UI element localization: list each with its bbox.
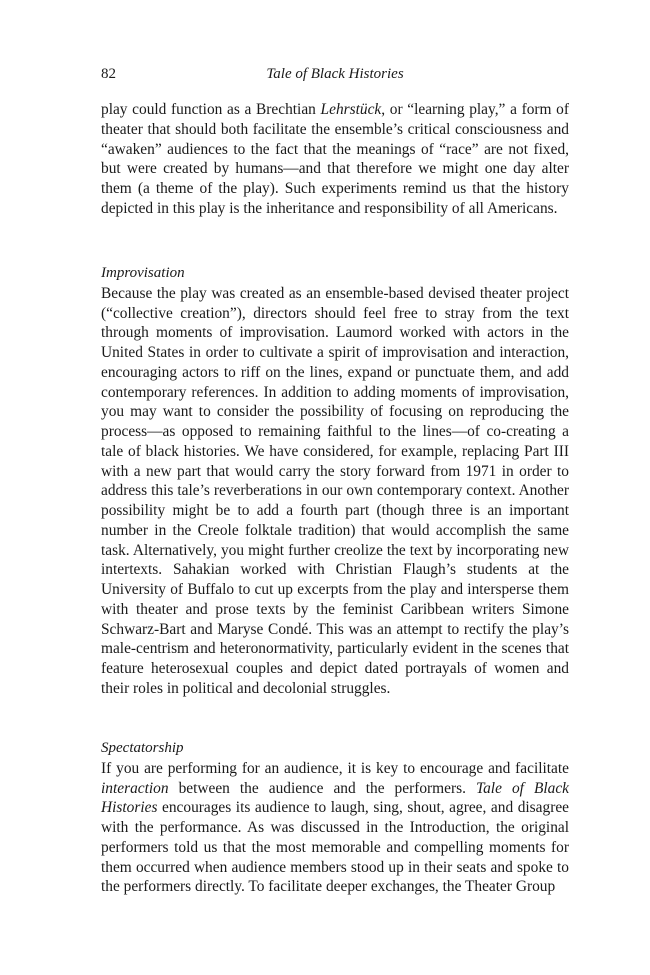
improvisation-paragraph: Because the play was created as an ensemble-based devised theater project (“collective creation”), directors should feel free to stray from the text through moments of improvisation. Laumord worked with actors in the United States in order to cultivate a spirit of improvisation and interaction, encouraging actors to riff on the lines, expand or punctuate them, and add contemporary references. In addition to adding moments of improvisation, you may want to consider the possibility of focusing on reproducing the process—as opposed to remaining faithful to the lines—of co-creating a tale of black histories. We have considered, for example, replacing Part III with a new part that would carry the story forward from 1971 in order to address this tale’s reverberations in our own contemporary context. Another possibility might be to add a fourth part (though three is an important number in the Creole folktale tradition) that would accomplish the same task. Alternatively, you might further creolize the text by incorporating new intertexts. Sahakian worked with Christian Flaugh’s students at the University of Buffalo to cut up excerpts from the play and intersperse them with theater and prose texts by the feminist Caribbean writers Simone Schwarz-Bart and Maryse Condé. This was an attempt to rectify the play’s male-centrism and heteronormativity, particularly evident in the scenes that feature heterosexual couples and depict dated portrayals of women and their roles in political and decolonial struggles. xyxy=(101,284,569,697)
page-number: 82 xyxy=(101,66,116,82)
page-header xyxy=(101,66,569,90)
play-title: Tale of Black Histories xyxy=(101,779,569,817)
interaction-term: interaction xyxy=(101,779,169,797)
lehrstuck-term: Lehrstück xyxy=(320,101,382,118)
opening-paragraph-text: play could function as a Brechtian xyxy=(101,101,321,118)
spectatorship-text: If you are performing for an audience, it is key to encourage and facilitate xyxy=(101,759,569,777)
spectatorship-section xyxy=(101,739,569,897)
opening-paragraph-text-cont: , or “learning play,” a form of theater that should both facilitate the ensemble’s critical consciousness and “awaken” audiences to the fact that the meanings of “race” are not fixed, but were created by humans—and that therefore we might one day alter them (a theme of the play). Such experiments remind us that the history depicted in this play is the inheritance and responsibility of all Americans. xyxy=(101,101,569,217)
improvisation-heading: Improvisation xyxy=(101,265,185,281)
spectatorship-heading: Spectatorship xyxy=(101,740,184,756)
spectatorship-text-cont: between the audience and the performers. xyxy=(168,779,476,797)
opening-paragraph-block xyxy=(101,100,569,219)
opening-paragraph xyxy=(101,100,569,219)
book-page xyxy=(101,66,569,896)
spectatorship-paragraph xyxy=(101,759,569,897)
running-title: Tale of Black Histories xyxy=(266,66,404,82)
spectatorship-text-end: encourages its audience to laugh, sing, shout, agree, and disagree with the performance. As was discussed in the Introduction, the original performers told us that the most memorable and compelling moments for them occurred when audience members stood up in their seats and spoke to the performers directly. To facilitate deeper exchanges, the Theater Group xyxy=(101,799,569,896)
improvisation-section xyxy=(101,264,569,699)
